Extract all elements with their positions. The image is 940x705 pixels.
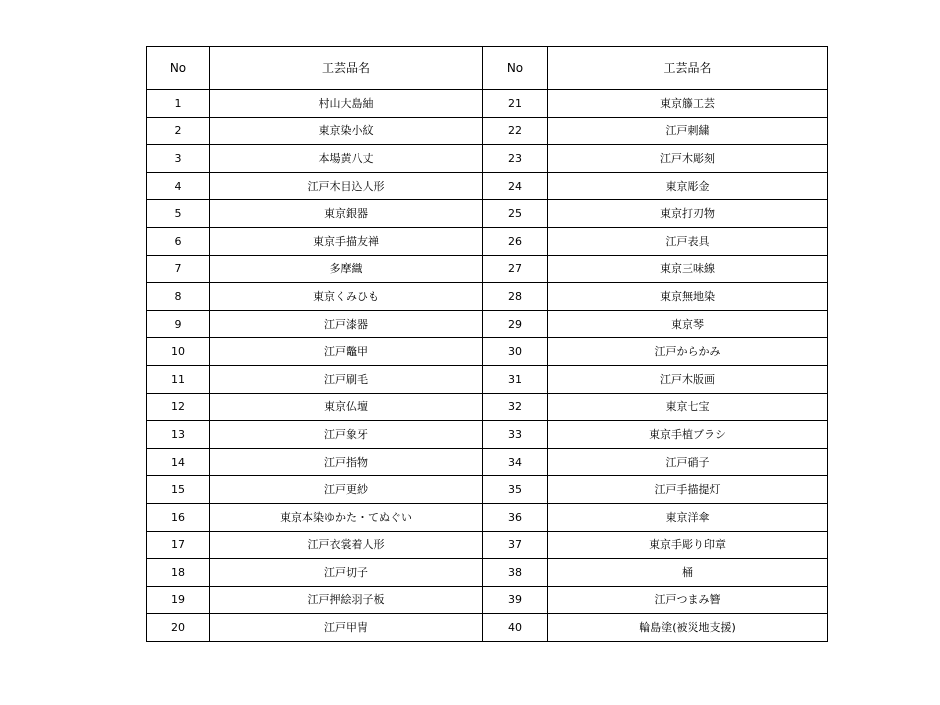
row-name-right: 江戸木彫刻 bbox=[548, 145, 828, 173]
row-no-right: 35 bbox=[483, 476, 548, 504]
row-no-left: 2 bbox=[147, 117, 210, 145]
row-no-left: 1 bbox=[147, 90, 210, 118]
row-name-right: 東京打刃物 bbox=[548, 200, 828, 228]
row-name-left: 多摩織 bbox=[210, 255, 483, 283]
row-name-left: 江戸更紗 bbox=[210, 476, 483, 504]
table-row bbox=[147, 559, 828, 587]
row-name-right: 東京籐工芸 bbox=[548, 90, 828, 118]
row-no-right: 39 bbox=[483, 586, 548, 614]
row-no-right: 29 bbox=[483, 310, 548, 338]
row-no-right: 33 bbox=[483, 421, 548, 449]
row-no-left: 4 bbox=[147, 172, 210, 200]
row-no-right: 32 bbox=[483, 393, 548, 421]
table-row bbox=[147, 421, 828, 449]
header-name-left: 工芸品名 bbox=[210, 47, 483, 90]
row-no-left: 14 bbox=[147, 448, 210, 476]
row-name-right: 江戸硝子 bbox=[548, 448, 828, 476]
row-name-right: 江戸からかみ bbox=[548, 338, 828, 366]
table-row bbox=[147, 172, 828, 200]
row-no-left: 11 bbox=[147, 365, 210, 393]
table-row bbox=[147, 393, 828, 421]
row-name-left: 東京本染ゆかた・てぬぐい bbox=[210, 503, 483, 531]
row-no-left: 12 bbox=[147, 393, 210, 421]
row-name-left: 東京染小紋 bbox=[210, 117, 483, 145]
row-no-right: 36 bbox=[483, 503, 548, 531]
row-no-left: 3 bbox=[147, 145, 210, 173]
table-row bbox=[147, 365, 828, 393]
row-no-left: 15 bbox=[147, 476, 210, 504]
row-no-left: 7 bbox=[147, 255, 210, 283]
table-row bbox=[147, 614, 828, 642]
table-row bbox=[147, 338, 828, 366]
row-no-right: 24 bbox=[483, 172, 548, 200]
header-no-right: No bbox=[483, 47, 548, 90]
table-row bbox=[147, 310, 828, 338]
row-name-left: 村山大島紬 bbox=[210, 90, 483, 118]
row-name-left: 江戸甲冑 bbox=[210, 614, 483, 642]
table-row bbox=[147, 90, 828, 118]
row-no-left: 18 bbox=[147, 559, 210, 587]
table-row bbox=[147, 448, 828, 476]
row-name-right: 東京手彫り印章 bbox=[548, 531, 828, 559]
row-name-right: 江戸表具 bbox=[548, 227, 828, 255]
row-no-right: 25 bbox=[483, 200, 548, 228]
table-row bbox=[147, 227, 828, 255]
row-name-right: 江戸刺繍 bbox=[548, 117, 828, 145]
row-no-right: 26 bbox=[483, 227, 548, 255]
row-no-right: 21 bbox=[483, 90, 548, 118]
row-name-left: 東京くみひも bbox=[210, 283, 483, 311]
row-no-left: 13 bbox=[147, 421, 210, 449]
row-no-right: 34 bbox=[483, 448, 548, 476]
header-no-left: No bbox=[147, 47, 210, 90]
row-name-left: 東京銀器 bbox=[210, 200, 483, 228]
row-no-right: 23 bbox=[483, 145, 548, 173]
row-name-left: 江戸押絵羽子板 bbox=[210, 586, 483, 614]
table-row bbox=[147, 503, 828, 531]
row-no-right: 28 bbox=[483, 283, 548, 311]
row-name-left: 東京手描友禅 bbox=[210, 227, 483, 255]
row-name-right: 東京彫金 bbox=[548, 172, 828, 200]
row-name-left: 江戸象牙 bbox=[210, 421, 483, 449]
row-no-left: 9 bbox=[147, 310, 210, 338]
row-name-left: 江戸木目込人形 bbox=[210, 172, 483, 200]
craft-table bbox=[146, 46, 828, 642]
row-no-left: 19 bbox=[147, 586, 210, 614]
table-row bbox=[147, 145, 828, 173]
row-name-right: 江戸木版画 bbox=[548, 365, 828, 393]
row-no-right: 37 bbox=[483, 531, 548, 559]
row-name-left: 江戸刷毛 bbox=[210, 365, 483, 393]
row-name-left: 江戸指物 bbox=[210, 448, 483, 476]
row-no-left: 16 bbox=[147, 503, 210, 531]
row-name-right: 東京手植ブラシ bbox=[548, 421, 828, 449]
row-name-right: 江戸つまみ簪 bbox=[548, 586, 828, 614]
row-name-left: 江戸鼈甲 bbox=[210, 338, 483, 366]
row-name-right: 東京無地染 bbox=[548, 283, 828, 311]
row-no-left: 6 bbox=[147, 227, 210, 255]
row-name-right: 桶 bbox=[548, 559, 828, 587]
header-row bbox=[147, 47, 828, 90]
row-name-left: 江戸切子 bbox=[210, 559, 483, 587]
row-name-right: 輪島塗(被災地支援) bbox=[548, 614, 828, 642]
row-no-left: 20 bbox=[147, 614, 210, 642]
table-body bbox=[147, 90, 828, 642]
table-row bbox=[147, 531, 828, 559]
table-row bbox=[147, 283, 828, 311]
row-name-left: 江戸漆器 bbox=[210, 310, 483, 338]
row-no-left: 17 bbox=[147, 531, 210, 559]
row-name-right: 東京琴 bbox=[548, 310, 828, 338]
row-name-right: 東京七宝 bbox=[548, 393, 828, 421]
row-no-right: 40 bbox=[483, 614, 548, 642]
row-no-right: 38 bbox=[483, 559, 548, 587]
table-row bbox=[147, 586, 828, 614]
table-row bbox=[147, 200, 828, 228]
row-no-right: 22 bbox=[483, 117, 548, 145]
table-row bbox=[147, 117, 828, 145]
row-no-right: 30 bbox=[483, 338, 548, 366]
row-no-right: 31 bbox=[483, 365, 548, 393]
row-no-right: 27 bbox=[483, 255, 548, 283]
row-name-left: 東京仏壇 bbox=[210, 393, 483, 421]
header-name-right: 工芸品名 bbox=[548, 47, 828, 90]
row-name-right: 東京三味線 bbox=[548, 255, 828, 283]
row-no-left: 5 bbox=[147, 200, 210, 228]
row-name-left: 本場黄八丈 bbox=[210, 145, 483, 173]
table-row bbox=[147, 476, 828, 504]
row-name-right: 江戸手描提灯 bbox=[548, 476, 828, 504]
row-name-left: 江戸衣裳着人形 bbox=[210, 531, 483, 559]
document-sheet bbox=[146, 46, 827, 642]
table-header bbox=[147, 47, 828, 90]
row-name-right: 東京洋傘 bbox=[548, 503, 828, 531]
row-no-left: 10 bbox=[147, 338, 210, 366]
table-row bbox=[147, 255, 828, 283]
row-no-left: 8 bbox=[147, 283, 210, 311]
